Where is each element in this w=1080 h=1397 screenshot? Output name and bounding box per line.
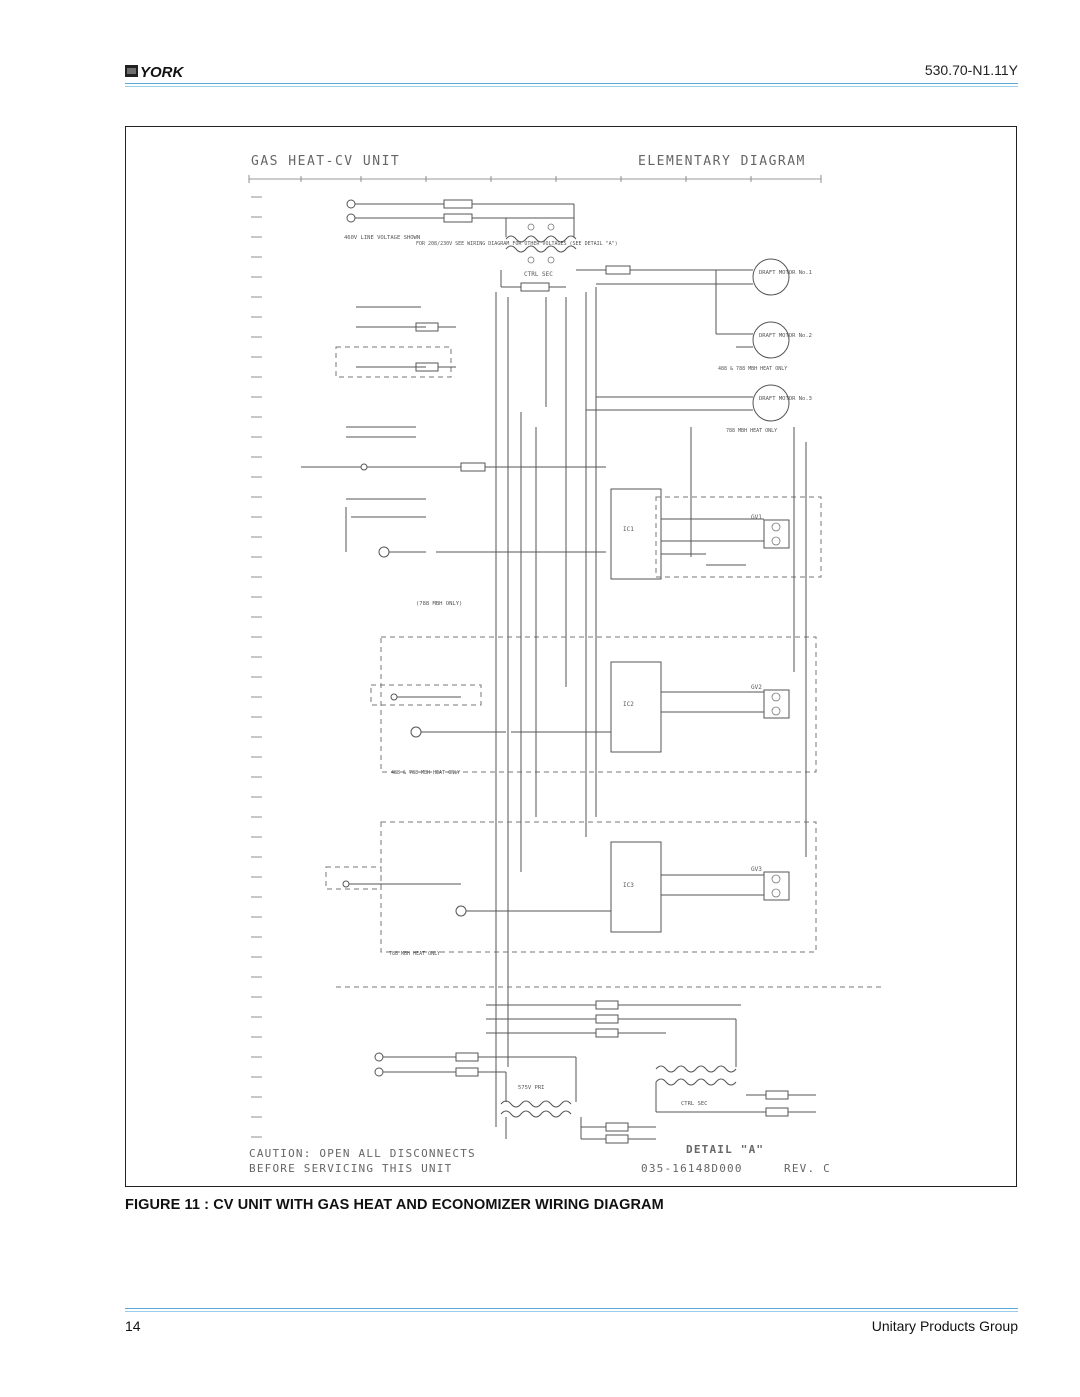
footer-group-name: Unitary Products Group [871, 1318, 1018, 1334]
document-number: 530.70-N1.11Y [924, 62, 1018, 78]
gv2-label: GV2 [751, 684, 762, 691]
ic1-label: IC1 [623, 526, 634, 533]
line-voltage-note: 460V LINE VOLTAGE SHOWN [344, 235, 421, 241]
detail-a-label: DETAIL "A" [686, 1143, 765, 1156]
left-control-branches [301, 307, 606, 607]
caution-line-2: BEFORE SERVICING THIS UNIT [249, 1162, 453, 1175]
ctrl-pri-label: 575V PRI [518, 1085, 545, 1091]
ignition-stage-3 [326, 822, 816, 957]
wiring-diagram-figure [125, 126, 1017, 1187]
gv1-label: GV1 [751, 514, 762, 521]
part-number: 035-16148D000 [641, 1162, 743, 1175]
heat-only-note-3: 488 & 788 MBH HEAT ONLY [391, 770, 461, 776]
ctrl-sec-label-detail: CTRL SEC [681, 1101, 708, 1107]
revision-label: REV. C [784, 1162, 831, 1175]
header-rule-secondary [125, 86, 1018, 87]
figure-caption: FIGURE 11 : CV UNIT WITH GAS HEAT AND ECONOMIZER WIRING DIAGRAM [125, 1197, 664, 1213]
caution-line-1: CAUTION: OPEN ALL DISCONNECTS [249, 1147, 476, 1160]
power-input-section [344, 200, 741, 1127]
ic3-label: IC3 [623, 882, 634, 889]
draft-motors [586, 259, 812, 434]
heat-only-note-1: 488 & 788 MBH HEAT ONLY [718, 366, 788, 372]
ic2-label: IC2 [623, 701, 634, 708]
footer-rule [125, 1308, 1018, 1309]
ignition-stage-2 [371, 637, 816, 776]
only-788-note: (788 MBH ONLY) [416, 601, 463, 607]
diagram-title-right: ELEMENTARY DIAGRAM [638, 154, 806, 169]
heat-only-note-2: 788 MBH HEAT ONLY [726, 428, 778, 434]
line-number-column [251, 197, 262, 1137]
svg-text:YORK: YORK [140, 64, 184, 80]
york-logo [125, 62, 197, 80]
detail-a-section [336, 987, 881, 1143]
ignition-stage-1 [611, 489, 821, 579]
detail-reference-note: FOR 208/230V SEE WIRING DIAGRAM FOR OTHER VOLTAGES (SEE DETAIL "A") [416, 241, 618, 247]
heat-only-note-4: 788 MBH HEAT ONLY [389, 951, 441, 957]
draft-motor-3-label: DRAFT MOTOR No.3 [759, 396, 812, 402]
wiring-diagram [126, 127, 1016, 1186]
header-rule [125, 83, 1018, 84]
gv3-label: GV3 [751, 866, 762, 873]
draft-motor-1-label: DRAFT MOTOR No.1 [759, 270, 812, 276]
draft-motor-2-label: DRAFT MOTOR No.2 [759, 333, 812, 339]
footer-rule-secondary [125, 1311, 1018, 1312]
page-number: 14 [125, 1318, 141, 1334]
diagram-title-left: GAS HEAT-CV UNIT [251, 154, 401, 169]
ctrl-sec-label-top: CTRL SEC [524, 271, 553, 278]
